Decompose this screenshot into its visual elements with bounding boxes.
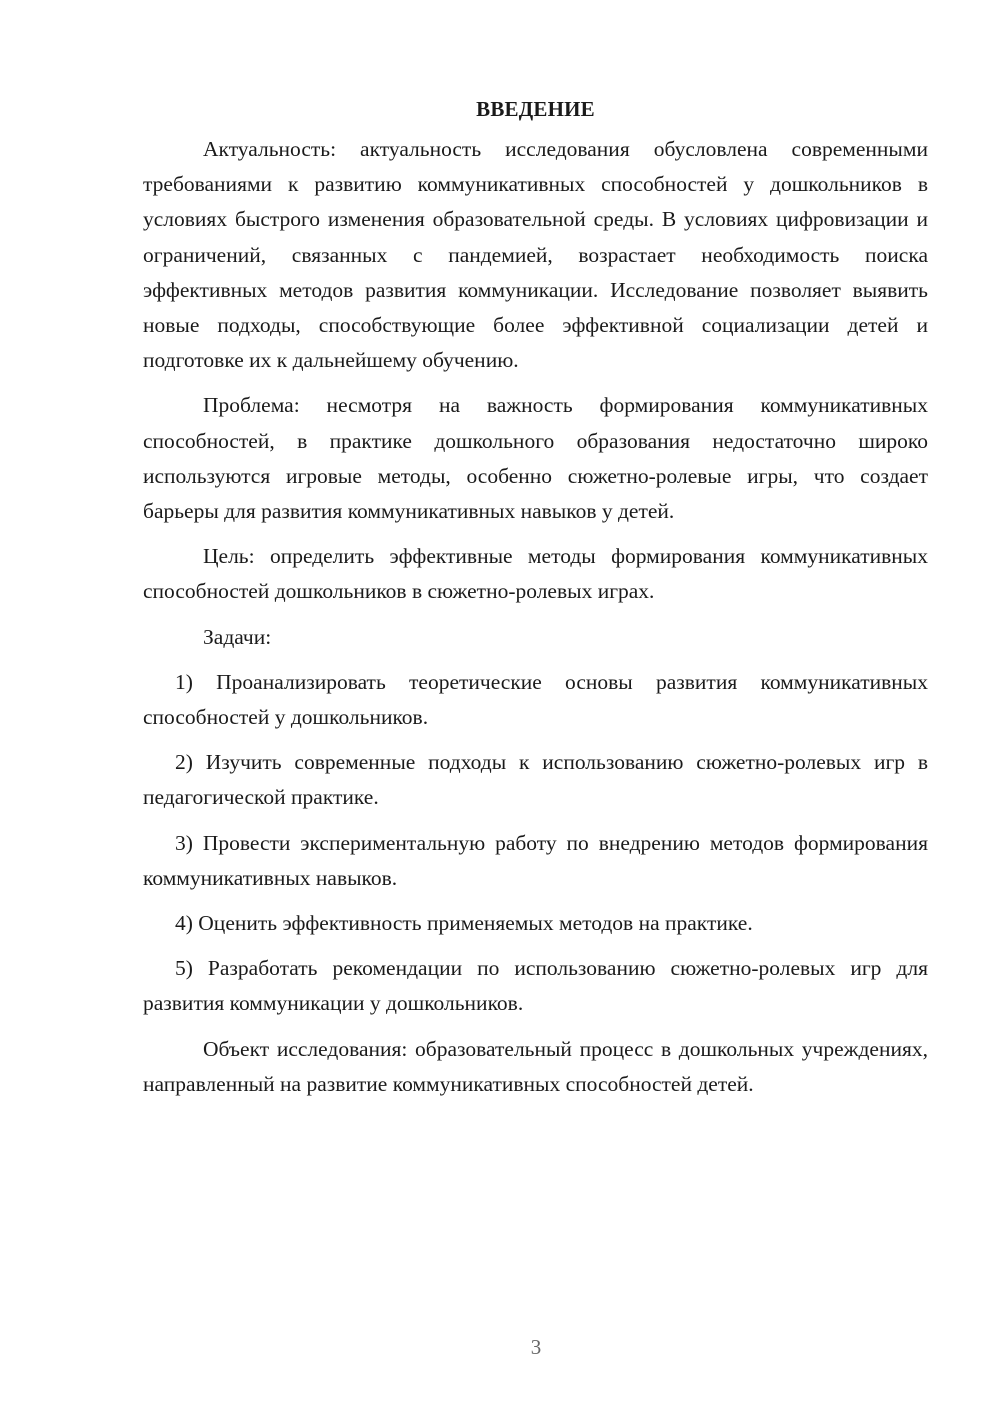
relevance-paragraph: Актуальность: актуальность исследования обусловлена современными требованиями к развитию коммуникативных способностей у дошкольников в условиях быстрого изменения образовательной среды. В условиях цифровизации и ограничений, связанных с пандемией, возрастает необходимость поиска эффективных методов развития коммуникации. Исследование позволяет выявить новые подходы, способствующие более эффективной социализации детей и подготовке их к дальнейшему обучению. (143, 137, 928, 373)
tasks-heading: Задачи: (203, 624, 272, 649)
task-item-5: 5) Разработать рекомендации по использованию сюжетно-ролевых игр для развития коммуникации у дошкольников. (143, 956, 928, 1016)
section-title: ВВЕДЕНИЕ (476, 97, 595, 121)
task-item-4: 4) Оценить эффективность применяемых методов на практике. (175, 911, 753, 936)
page-number: 3 (530, 1335, 542, 1359)
task-item-1: 1) Проанализировать теоретические основы развития коммуникативных способностей у дошкольников. (143, 669, 928, 730)
task-item-2: 2) Изучить современные подходы к использованию сюжетно-ролевых игр в педагогической практике. (143, 750, 928, 810)
task-item-3: 3) Провести экспериментальную работу по внедрению методов формирования коммуникативных навыков. (143, 830, 928, 890)
goal-paragraph: Цель: определить эффективные методы формирования коммуникативных способностей дошкольников в сюжетно-ролевых играх. (143, 544, 928, 604)
problem-paragraph: Проблема: несмотря на важность формирования коммуникативных способностей, в практике дошкольного образования недостаточно широко используются игровые методы, особенно сюжетно-ролевые игры, что создает барьеры для развития коммуникативных навыков у детей. (143, 393, 928, 524)
object-paragraph: Объект исследования: образовательный процесс в дошкольных учреждениях, направленный на развитие коммуникативных способностей детей. (143, 1036, 928, 1096)
document-page (143, 92, 928, 1112)
